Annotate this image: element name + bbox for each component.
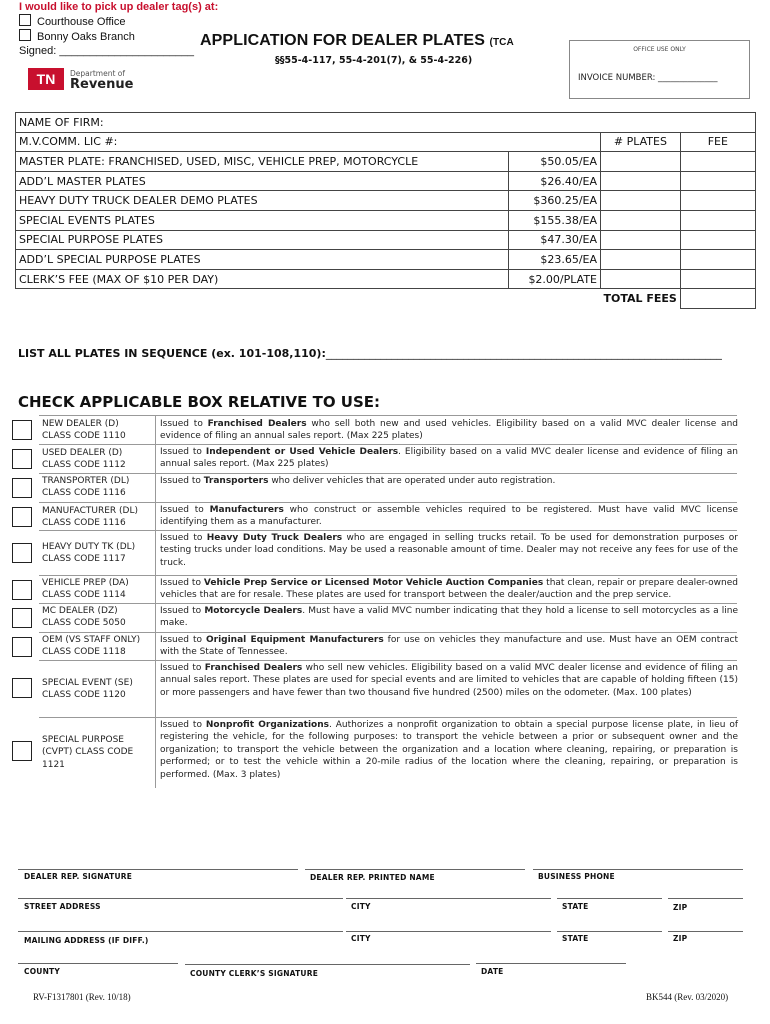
fee-input[interactable] [680, 152, 755, 172]
pickup-section [19, 0, 218, 58]
option-class: SPECIAL EVENT (SE) CLASS CODE 1120 [42, 678, 133, 701]
row-divider [39, 415, 737, 416]
plates-input[interactable] [601, 250, 681, 270]
option-description: Issued to Franchised Dealers who sell both new and used vehicles. Eligibility based on a valid MVC dealer license and evidence of filing an annual sales report. (Max 225 plates) [160, 419, 738, 442]
city-label-2: CITY [351, 934, 371, 943]
clerk-signature-label: COUNTY CLERK’S SIGNATURE [190, 969, 319, 978]
plates-input[interactable] [601, 171, 681, 191]
title-suffix: (TCA [489, 37, 514, 48]
fee-row: CLERK’S FEE (MAX OF $10 PER DAY) $2.00/PLATE [16, 269, 756, 289]
plate-sequence-field[interactable]: LIST ALL PLATES IN SEQUENCE (ex. 101-108,110):________________________________________________________________________ [18, 347, 722, 360]
fee-row: ADD’L SPECIAL PURPOSE PLATES $23.65/EA [16, 250, 756, 270]
street-address-field[interactable] [18, 898, 343, 899]
county-field[interactable] [18, 963, 178, 964]
fee-input[interactable] [680, 210, 755, 230]
option-description: Issued to Manufacturers who construct or assemble vehicles required to be registered. Must have valid MVC license identifying them as a manufacturer. [160, 505, 739, 528]
state-field[interactable] [557, 898, 662, 899]
option-class: NEW DEALER (D) CLASS CODE 1110 [42, 419, 126, 442]
fee-input[interactable] [680, 269, 755, 289]
fee-table [15, 112, 756, 309]
date-field[interactable] [476, 963, 626, 964]
fee-input[interactable] [680, 191, 755, 211]
street-address-label: STREET ADDRESS [24, 902, 101, 911]
option-description: Issued to Motorcycle Dealers. Must have a valid MVC number indicating that they hold a license to sell motorcycles as a line make. [160, 606, 738, 629]
option-description: Issued to Transporters who deliver vehicles that are operated under auto registration. [160, 476, 556, 486]
option-class: USED DEALER (D) CLASS CODE 1112 [42, 448, 126, 471]
mailing-address-label: MAILING ADDRESS (IF DIFF.) [24, 936, 149, 945]
checkbox-special-purpose[interactable] [12, 741, 32, 761]
fee-row: MASTER PLATE: FRANCHISED, USED, MISC, VEHICLE PREP, MOTORCYCLE $50.05/EA [16, 152, 756, 172]
city-field-2[interactable] [346, 931, 551, 932]
checkbox-bonny-oaks[interactable] [19, 29, 31, 41]
row-divider [39, 632, 737, 633]
option-class: VEHICLE PREP (DA) CLASS CODE 1114 [42, 578, 129, 601]
fee-row: SPECIAL EVENTS PLATES $155.38/EA [16, 210, 756, 230]
plates-input[interactable] [601, 230, 681, 250]
state-label-2: STATE [562, 934, 589, 943]
pickup-heading: I would like to pick up dealer tag(s) at: [19, 1, 219, 13]
option-description: Issued to Heavy Duty Truck Dealers who are engaged in selling trucks retail. To be used for demonstration purposes or testing trucks under load conditions. May be used a reasonable amount of time. Dealer may not receive any fees for use of the truck. [160, 533, 738, 568]
option-class: TRANSPORTER (DL) CLASS CODE 1116 [42, 476, 130, 499]
city-field[interactable] [346, 898, 551, 899]
row-divider [39, 473, 737, 474]
dealer-signature-label: DEALER REP. SIGNATURE [24, 872, 133, 881]
row-divider [39, 575, 737, 576]
option-description: Issued to Franchised Dealers who sell new vehicles. Eligibility based on a valid MVC dealer license and evidence of filing an annual sales report. These plates are used for special events and are limited to vehicles that are capable of holding fifteen (15) or more passengers and have fewer than two thousand five hundred (2500) miles on the odometer. (Max. 100 plates) [160, 663, 738, 698]
row-divider [39, 717, 737, 718]
plates-input[interactable] [601, 210, 681, 230]
fee-row: SPECIAL PURPOSE PLATES $47.30/EA [16, 230, 756, 250]
option-class: SPECIAL PURPOSE (CVPT) CLASS CODE 1121 [42, 735, 134, 770]
state-label: STATE [562, 902, 589, 911]
check-box-heading: CHECK APPLICABLE BOX RELATIVE TO USE: [18, 393, 381, 411]
mvcomm-field[interactable]: M.V.COMM. LIC #: [16, 132, 601, 152]
form-number-right: BK544 (Rev. 03/2020) [646, 992, 729, 1002]
county-label: COUNTY [24, 967, 60, 976]
row-divider [39, 530, 737, 531]
option-description: Issued to Vehicle Prep Service or Licensed Motor Vehicle Auction Companies that clean, repair or prepare dealer-owned vehicles that are for resale. These plates are used for transport between the dealer/auction and the prep service. [160, 578, 738, 601]
fee-input[interactable] [680, 171, 755, 191]
tn-revenue-logo [28, 68, 148, 94]
statutes: §§55-4-117, 55-4-201(7), & 55-4-226) [275, 55, 473, 66]
option-class: HEAVY DUTY TK (DL) CLASS CODE 1117 [42, 542, 136, 565]
fee-row: HEAVY DUTY TRUCK DEALER DEMO PLATES $360.25/EA [16, 191, 756, 211]
form-title: APPLICATION FOR DEALER PLATES (TCA [200, 32, 514, 49]
tn-logo-mark: TN [28, 68, 64, 90]
total-fees-input[interactable] [680, 289, 755, 309]
logo-revenue: Revenue [70, 77, 134, 92]
checkbox-courthouse[interactable] [19, 14, 31, 26]
state-field-2[interactable] [557, 931, 662, 932]
row-divider [39, 660, 737, 661]
checkbox-transporter[interactable] [12, 478, 32, 498]
logo-department: Department of [70, 69, 125, 78]
plates-input[interactable] [601, 152, 681, 172]
name-of-firm-field[interactable]: NAME OF FIRM: [16, 113, 756, 133]
zip-field-2[interactable] [668, 931, 743, 932]
fee-input[interactable] [680, 250, 755, 270]
options-divider [155, 415, 156, 788]
form-number-left: RV-F1317801 (Rev. 10/18) [33, 992, 131, 1002]
printed-name-field[interactable] [305, 869, 525, 870]
plates-input[interactable] [601, 191, 681, 211]
checkbox-manufacturer[interactable] [12, 507, 32, 527]
checkbox-used-dealer[interactable] [12, 449, 32, 469]
office-use-box [569, 40, 750, 99]
zip-field[interactable] [668, 898, 743, 899]
row-divider [39, 444, 737, 445]
city-label: CITY [351, 902, 371, 911]
option-class: MANUFACTURER (DL) CLASS CODE 1116 [42, 506, 138, 529]
business-phone-field[interactable] [533, 869, 743, 870]
checkbox-vehicle-prep[interactable] [12, 580, 32, 600]
row-divider [39, 502, 737, 503]
plates-header: # PLATES [601, 132, 681, 152]
total-fees-label: TOTAL FEES [603, 292, 677, 306]
clerk-signature-field[interactable] [185, 964, 470, 965]
fee-input[interactable] [680, 230, 755, 250]
pickup-option-bonny-oaks[interactable]: Bonny Oaks Branch [19, 29, 218, 44]
pickup-signed-line[interactable]: Signed: ______________________ [19, 45, 194, 57]
option-class: MC DEALER (DZ) CLASS CODE 5050 [42, 606, 126, 629]
checkbox-oem[interactable] [12, 637, 32, 657]
office-use-label: OFFICE USE ONLY [633, 46, 686, 53]
option-description: Issued to Original Equipment Manufacturers for use on vehicles they manufacture and use. Must have an OEM contract with the State of Tennessee. [160, 635, 738, 658]
pickup-option-courthouse[interactable]: Courthouse Office [19, 14, 218, 29]
option-description: Issued to Independent or Used Vehicle Dealers. Eligibility based on a valid MVC dealer license and evidence of filing an annual sales report. (Max 225 plates) [160, 447, 739, 470]
date-label: DATE [481, 967, 504, 976]
row-divider [39, 603, 737, 604]
dealer-signature-field[interactable] [18, 869, 298, 870]
mailing-address-field[interactable] [18, 931, 343, 932]
fee-row: ADD’L MASTER PLATES $26.40/EA [16, 171, 756, 191]
fee-header: FEE [680, 132, 755, 152]
printed-name-label: DEALER REP. PRINTED NAME [310, 873, 435, 882]
plates-input[interactable] [601, 269, 681, 289]
checkbox-mc-dealer[interactable] [12, 608, 32, 628]
zip-label: ZIP [673, 903, 688, 912]
checkbox-new-dealer[interactable] [12, 420, 32, 440]
checkbox-heavy-duty-truck[interactable] [12, 543, 32, 563]
option-class: OEM (VS STAFF ONLY) CLASS CODE 1118 [42, 635, 141, 658]
business-phone-label: BUSINESS PHONE [538, 872, 615, 881]
zip-label-2: ZIP [673, 934, 688, 943]
checkbox-special-event[interactable] [12, 678, 32, 698]
invoice-number[interactable]: INVOICE NUMBER: ______________ [578, 73, 718, 83]
option-description: Issued to Nonprofit Organizations. Authorizes a nonprofit organization to obtain a special purpose license plate, in lieu of registering the vehicle, for the following purposes: to transport the vehicle between a prior or subsequent owner and the organization; to transport the vehicle between the organization and a location where cleaning, repairing, or preparation is performed; or to test the vehicle within a 20-mile radius of the location where the cleaning, repairing, or preparation is performed. (Max. 3 plates) [160, 720, 738, 780]
